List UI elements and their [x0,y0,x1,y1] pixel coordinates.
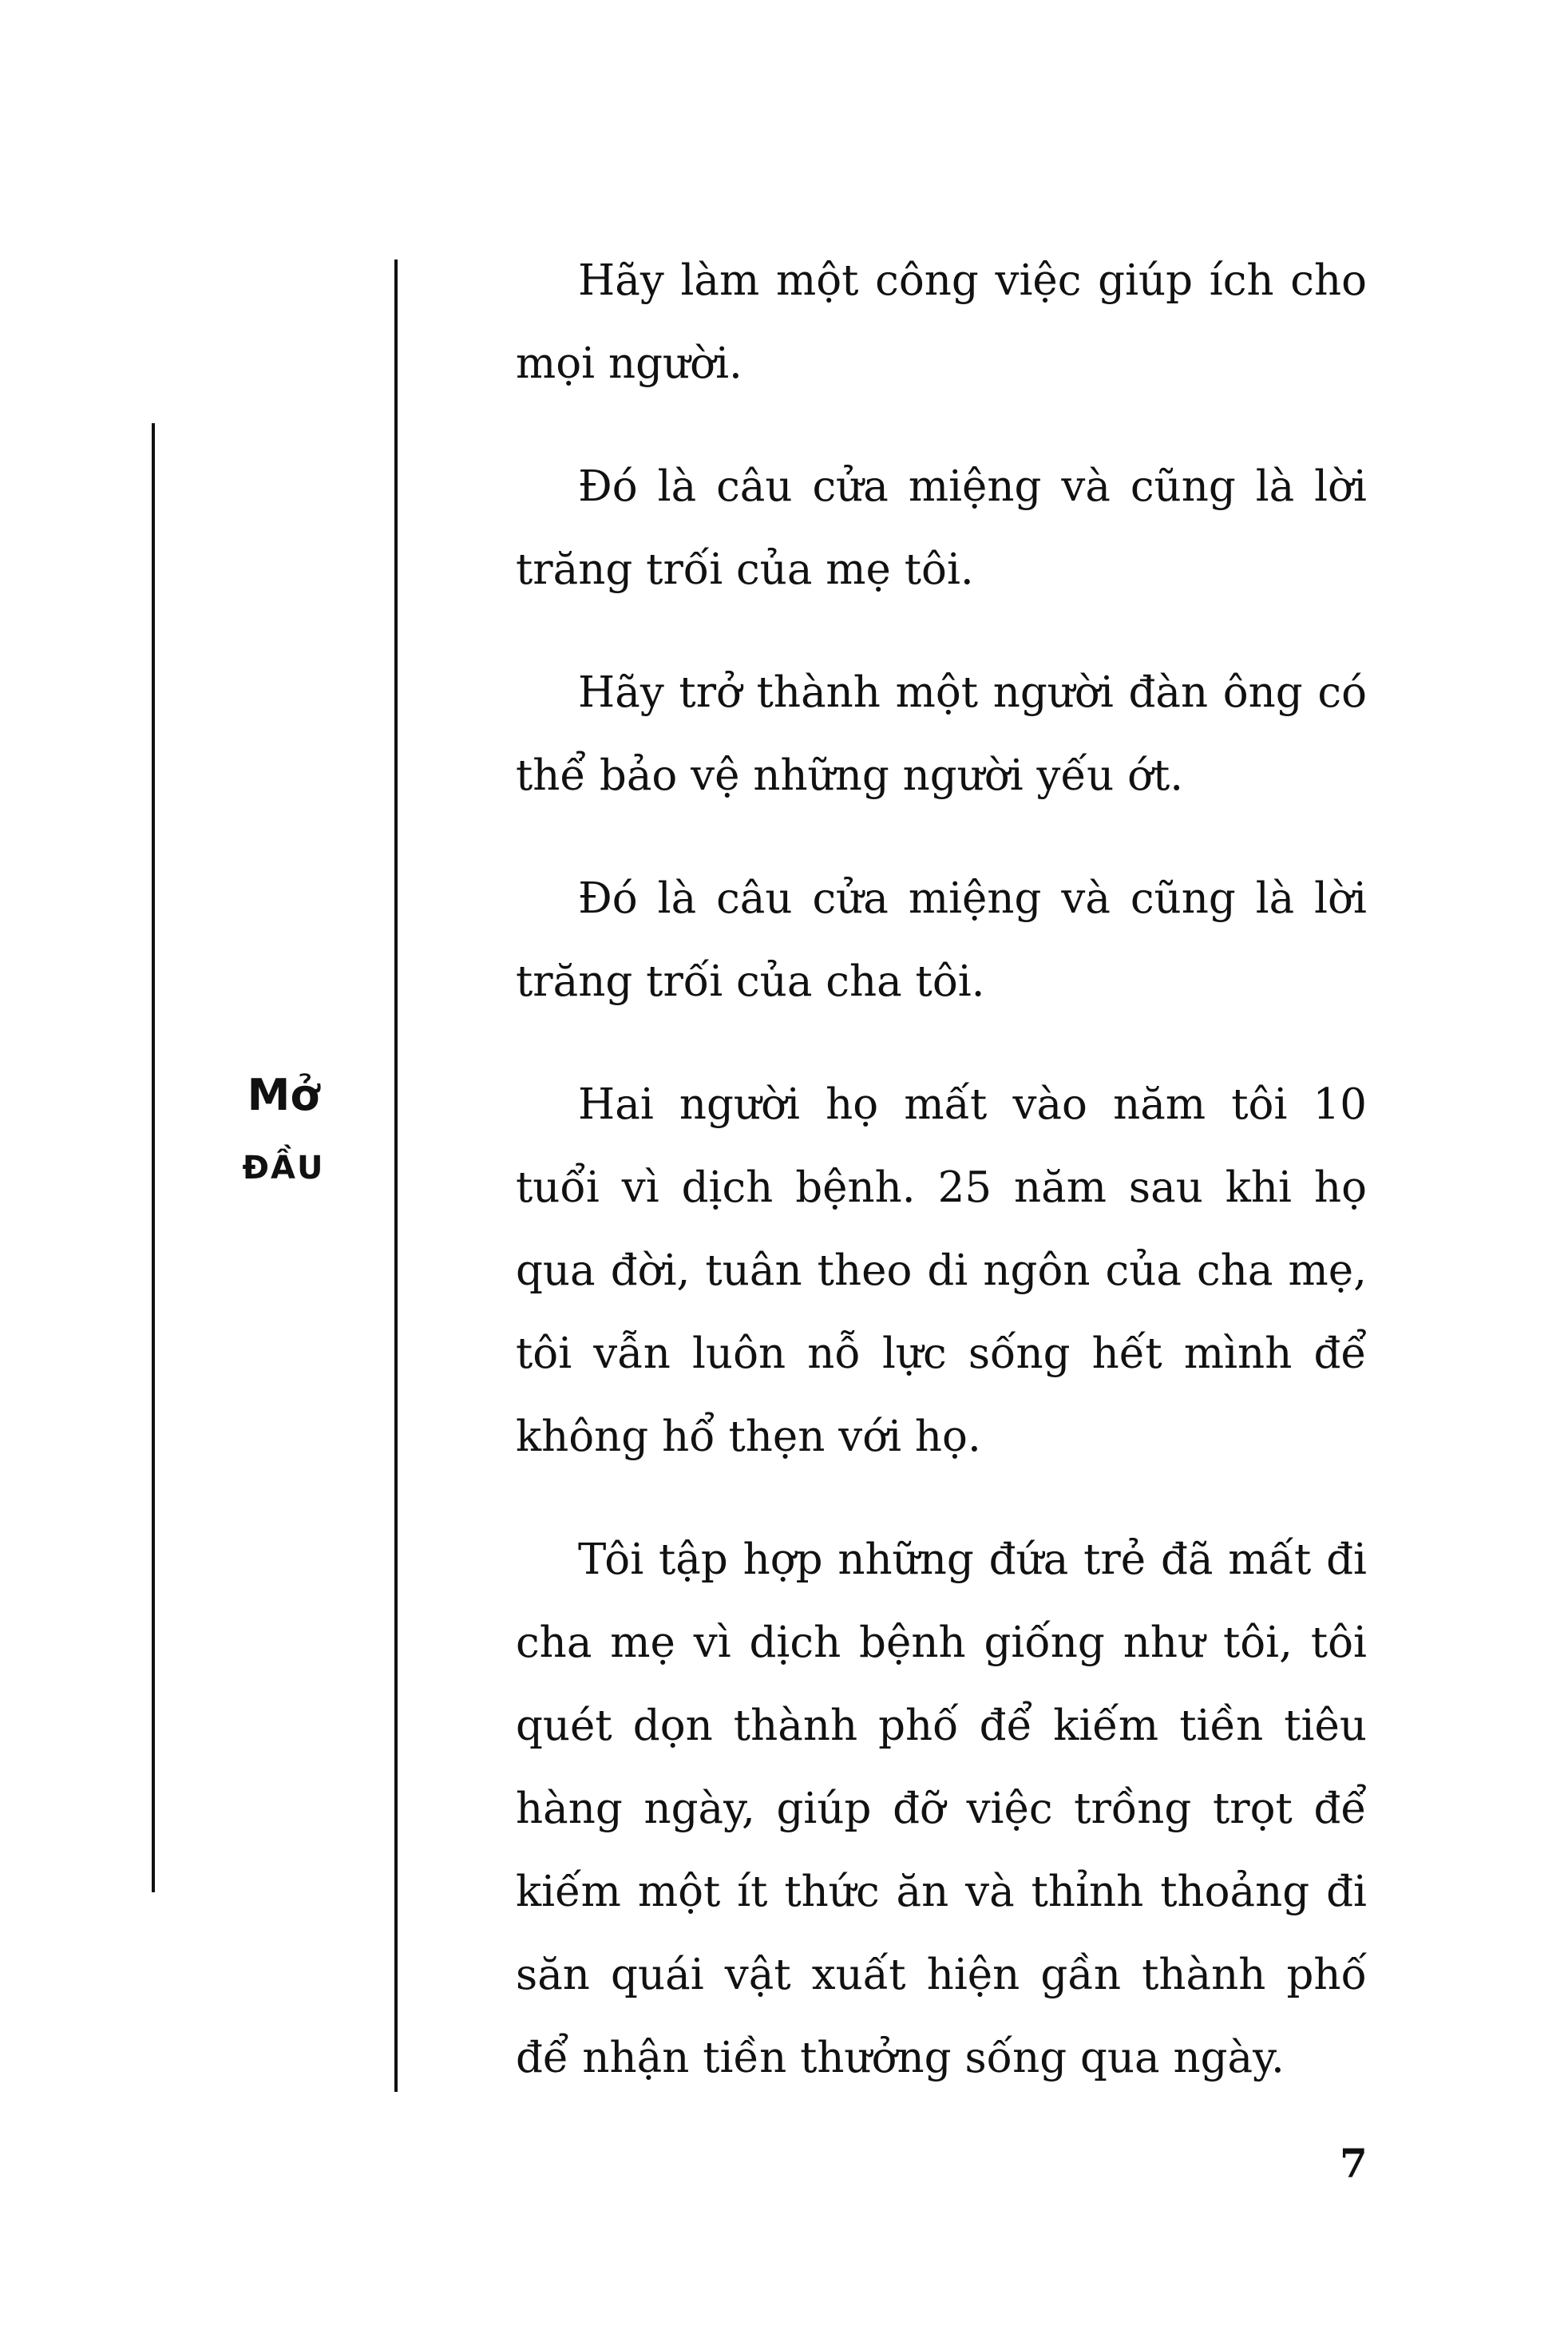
paragraph: Hai người họ mất vào năm tôi 10 tuổi vì dịch bệnh. 25 năm sau khi họ qua đời, tuân theo di ngôn của cha mẹ, tôi vẫn luôn nỗ lực sống hết mình để không hổ thẹn với họ. [516,1080,1367,1461]
chapter-title-line2: ĐẦU [242,1150,325,1186]
margin-rule-inner [394,259,398,2092]
margin-rule-outer [152,423,155,1892]
paragraph: Hãy làm một công việc giúp ích cho mọi người. [516,256,1367,388]
chapter-title [216,1070,351,1186]
paragraph: Đó là câu cửa miệng và cũng là lời trăng trối của cha tôi. [516,874,1367,1006]
paragraph: Tôi tập hợp những đứa trẻ đã mất đi cha mẹ vì dịch bệnh giống như tôi, tôi quét dọn thành phố để kiếm tiền tiêu hàng ngày, giúp đỡ việc trồng trọt để kiếm một ít thức ăn và thỉnh thoảng đi săn quái vật xuất hiện gần thành phố để nhận tiền thưởng sống qua ngày. [516,1535,1367,2082]
page-number: 7 [1340,2140,1368,2187]
chapter-title-line1: Mở [247,1070,320,1120]
paragraph: Đó là câu cửa miệng và cũng là lời trăng trối của mẹ tôi. [516,462,1367,594]
paragraph: Hãy trở thành một người đàn ông có thể bảo vệ những người yếu ớt. [516,668,1367,800]
body-text [516,240,1367,2140]
